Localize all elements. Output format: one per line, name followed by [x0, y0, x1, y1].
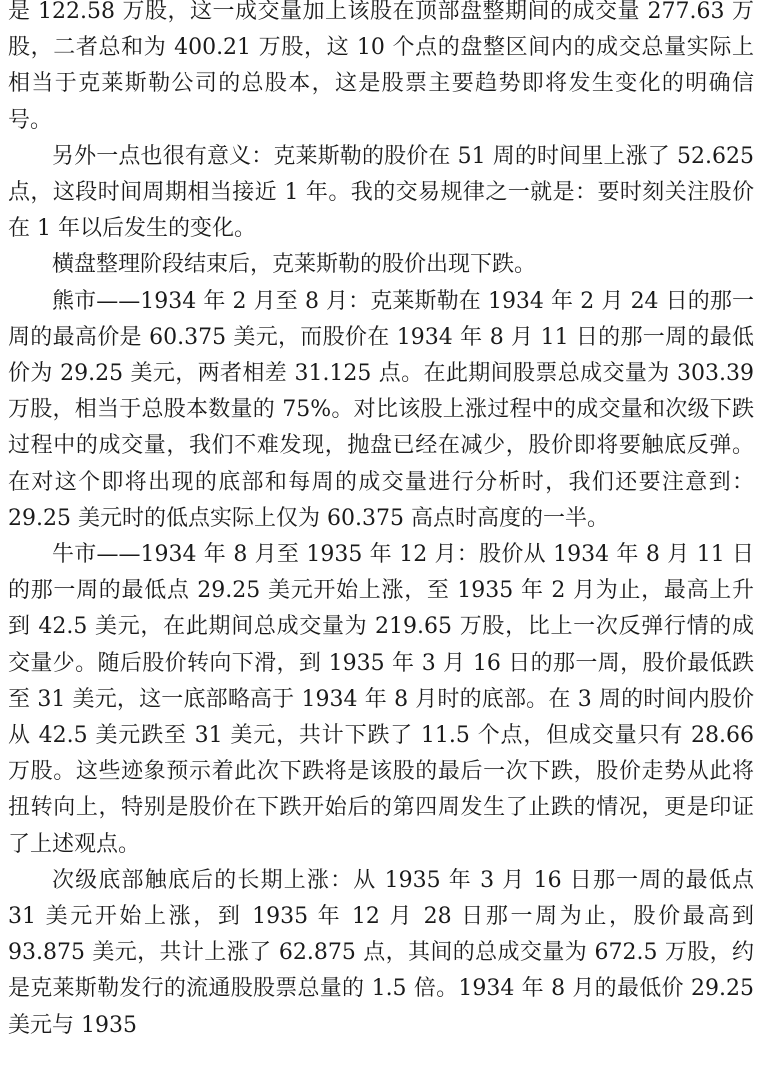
- paragraph-consolidation-end: 横盘整理阶段结束后，克莱斯勒的股价出现下跌。: [52, 252, 537, 278]
- paragraph-one-year-cycle: 另外一点也很有意义：克莱斯勒的股价在 51 周的时间里上涨了 52.625 点，这段时间周期相当接近 1 年。我的交易规律之一就是：要时刻关注股价在 1 年以后发生的变化。: [8, 143, 754, 242]
- paragraph-bull-market: 牛市——1934 年 8 月至 1935 年 12 月：股价从 1934 年 8 月 11 日的那一周的最低点 29.25 美元开始上涨，至 1935 年 2 月为止，最高上升到 42.5 美元，在此期间总成交量为 219.65 万股，比上一次反弹行情的成交量少。随后股价转向下滑，到 1935 年 3 月 16 日的那一周，股价最低跌至 31 美元，这一底部略高于 1934 年 8 月时的底部。在 3 周的时间内股价从 42.5 美元跌至 31 美元，共计下跌了 11.5 个点，但成交量只有 28.66 万股。这些迹象预示着此次下跌将是该股的最后一次下跌，股价走势从此将扭转向上，特别是股价在下跌开始后的第四周发生了止跌的情况，更是印证了上述观点。: [8, 542, 755, 857]
- paragraph-bear-market: 熊市——1934 年 2 月至 8 月：克莱斯勒在 1934 年 2 月 24 日的那一周的最高价是 60.375 美元，而股价在 1934 年 8 月 11 日的那一周的最低价为 29.25 美元，两者相差 31.125 点。在此期间股票总成交量为 303.39 万股，相当于总股本数量的 75%。对比该股上涨过程中的成交量和次级下跌过程中的成交量，我们不难发现，抛盘已经在减少，股价即将要触底反弹。在对这个即将出现的底部和每周的成交量进行分析时，我们还要注意到：29.25 美元时的低点实际上仅为 60.375 高点时高度的一半。: [8, 288, 754, 531]
- paragraph-continuation: 是 122.58 万股，这一成交量加上该股在顶部盘整期间的成交量 277.63 万股，二者总和为 400.21 万股，这 10 个点的盘整区间内的成交总量实际上相当于克莱斯勒公司的总股本，这是股票主要趋势即将发生变化的明确信号。: [8, 0, 754, 133]
- paragraph-long-term-rise: 次级底部触底后的长期上涨：从 1935 年 3 月 16 日那一周的最低点 31 美元开始上涨，到 1935 年 12 月 28 日那一周为止，股价最高到 93.875 美元，共计上涨了 62.875 点，其间的总成交量为 672.5 万股，约是克莱斯勒发行的流通股股票总量的 1.5 倍。1934 年 8 月的最低价 29.25 美元与 1935: [8, 867, 754, 1038]
